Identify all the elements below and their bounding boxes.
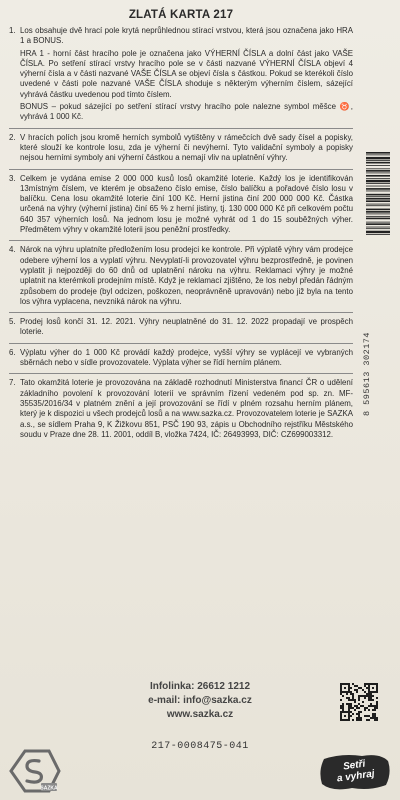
rule-section-2: [9, 133, 353, 166]
section-number: 3.: [9, 173, 16, 183]
logo-wordmark: SAZKA: [40, 785, 58, 792]
ticket-serial-number: 217-0008475-041: [151, 741, 249, 752]
section-number: 1.: [9, 26, 16, 35]
section-paragraph: Los obsahuje dvě hrací pole krytá neprůhlednou stírací vrstvou, která jsou označena jako HRA 1 a BONUS.: [20, 26, 353, 46]
divider: [9, 343, 353, 344]
section-number: 7.: [9, 378, 16, 388]
section-paragraph: V hracích polích jsou kromě herních symbolů vytištěny v rámečcích dvě sady čísel a popisky, které slouží ke kontrole losu, zda je výherní či nevýherní. Tyto validační symboly a popisky nejsou herními symboly ani výherní částkou a nemají vliv na uplatnění výhry.: [20, 132, 353, 163]
website-text: www.sazka.cz: [166, 709, 234, 720]
section-paragraph: Výplatu výher do 1 000 Kč provádí každý prodejce, vyšší výhry se vyplácejí ve vybraných sběrnách nebo v sídle provozovatele. Výplata výher se řídí herním plánem.: [20, 347, 353, 368]
ean-barcode: [364, 150, 392, 330]
section-paragraph: Tato okamžitá loterie je provozována na základě rozhodnutí Ministerstva financí ČR o udělení základního povolení k provozování loterií ve správním řízení vedeném pod sp. zn. MF-35535/2016/34 v platném znění a její provozování se řídí v plném rozsahu herním plánem, který je k dispozici u všech prodejců losů a na www.sazka.cz. Provozovatelem loterie je SAZKA a.s., se sídlem Praha 9, K Žižkovu 851, PSČ 190 93, zápis u Obchodního rejstříku Městského soudu v Praze dne 28. 11. 2001, oddíl B, vložka 7424, IČ: 26493993, DIČ: CZ699003312.: [20, 378, 353, 439]
ticket-title: ZLATÁ KARTA 217: [128, 9, 234, 21]
rule-section-5: [9, 317, 353, 340]
section-paragraph: Nárok na výhru uplatníte předložením losu prodejci ke kontrole. Při výplatě výhry vám prodejce odebere výherní los a vyplatí výhru. Nevyplatí-li provozovatel výhru bezprostředně, je povinen vyplatit ji nejpozději do 60 dnů od uplatnění nároku na výhru. Reklamaci výhry je možné uplatnit na kterémkoli prodejním místě. Když je reklamací zjištěno, že los nebyl předán řádným způsobem do prodeje (byl odcizen, poškozen, neoprávněně upravován) nebo již byla na tento los výhra vyplacena, nevzniká nárok na výhru.: [20, 245, 353, 306]
hotline-text: Infolinka: 26612 1212: [149, 681, 251, 692]
barcode-number: 8 595613 302174: [362, 332, 372, 417]
section-paragraph: Celkem je vydána emise 2 000 000 kusů losů okamžité loterie. Každý los je identifikován 13místným číslem, ve kterém je obsaženo číslo emise, číslo balíčku a pořadové číslo losu v balíčku. Cena losu okamžité loterie činí 100 Kč. Herní jistina činí 200 000 000 Kč. Částka určená na výhry (výherní jistina) činí 65 % z herní jistiny, tj. 130 000 000 Kč při celkovém počtu 640 357 výherních losů. Na jednom losu je možné vyhrát od 1 do 15 souběžných výher. Předmětem výhry v okamžité loterii jsou peněžní prostředky.: [20, 173, 353, 235]
section-number: 6.: [9, 347, 16, 357]
rule-section-3: [9, 174, 353, 238]
rules-text: [9, 26, 353, 445]
divider: [9, 312, 353, 313]
qr-code: [340, 683, 378, 721]
section-number: 4.: [9, 245, 16, 255]
badge-line-2: a vyhraj: [336, 768, 376, 785]
section-paragraph: BONUS – pokud sázející po setření stírací vrstvy hracího pole nalezne symbol měšce ♉, vyhrává 1 000 Kč.: [20, 102, 353, 122]
rule-section-6: [9, 348, 353, 371]
rule-section-1: [9, 26, 353, 125]
rule-section-7: [9, 378, 353, 442]
email-text: e-mail: info@sazka.cz: [148, 695, 252, 706]
section-number: 2.: [9, 132, 16, 142]
divider: [9, 128, 353, 129]
section-paragraph: Prodej losů končí 31. 12. 2021. Výhry neuplatněné do 31. 12. 2022 propadají ve prospěch loterie.: [20, 317, 353, 337]
section-paragraph: HRA 1 - horní část hracího pole je označena jako VÝHERNÍ ČÍSLA a dolní část jako VAŠE ČÍSLA. Po setření stírací vrstvy hracího pole se v části nazvané VÝHERNÍ ČÍSLA objeví 4 výherní čísla a v části nazvané VAŠE ČÍSLA se objeví čísla s částkou. Pokud se kterékoli číslo uvedené v části pole nazvané VAŠE ČÍSLA shoduje s některým výherním číslem, sázející vyhrává částku uvedenou pod tímto číslem.: [20, 48, 353, 99]
divider: [9, 169, 353, 170]
sazka-logo: [5, 745, 61, 797]
section-number: 5.: [9, 317, 16, 327]
divider: [9, 240, 353, 241]
divider: [9, 373, 353, 374]
badge-line-1: Setři: [342, 758, 367, 773]
rule-section-4: [9, 245, 353, 309]
